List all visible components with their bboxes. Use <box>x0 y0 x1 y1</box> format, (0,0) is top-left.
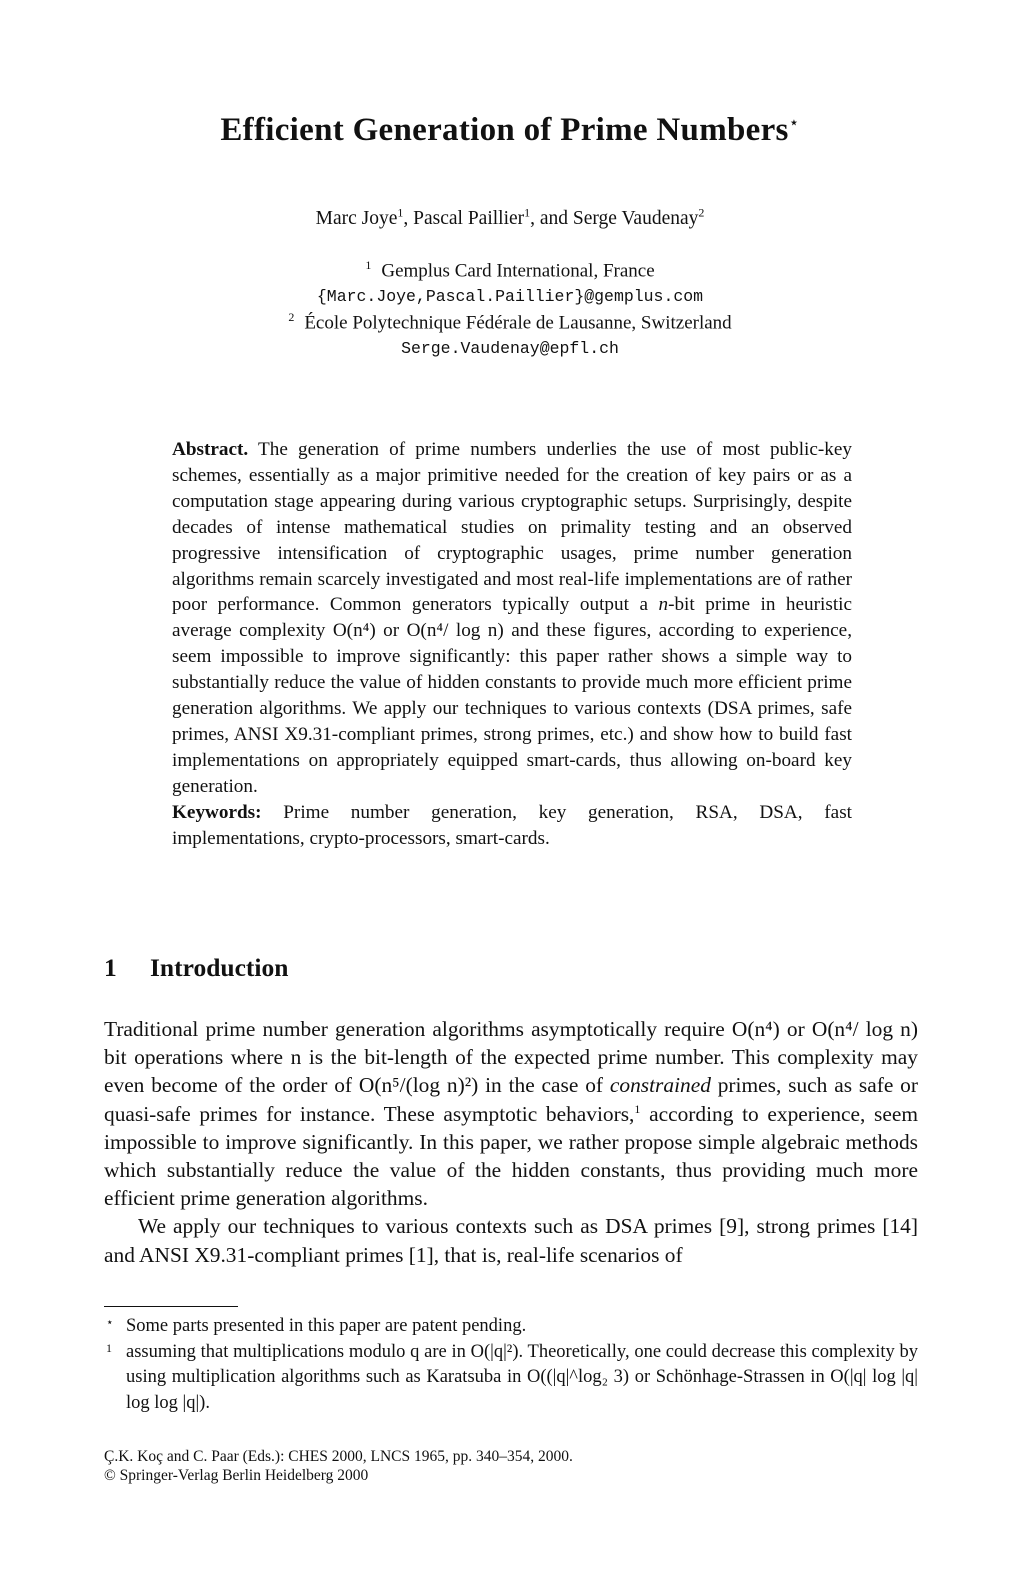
keywords-text: Prime number generation, key generation, RSA, DSA, fast implementations, crypto-processors, smart-cards. <box>172 801 852 849</box>
affiliation-1 <box>0 258 1020 282</box>
footnote-1 <box>104 1340 918 1417</box>
footnote-1-reference[interactable]: 1 <box>634 1101 641 1116</box>
author-2-affiliation-mark: 1 <box>524 205 531 220</box>
abstract-text-1: The generation of prime numbers underlies the use of most public-key schemes, essentially as a major primitive needed for the creation of key pairs or as a computation stage appearing during various cryptographic setups. Surprisingly, despite decades of intense mathematical studies on primality testing and an observed progressive intensification of cryptographic usages, prime number generation algorithms remain scarcely investigated and most real-life implementations are of rather poor performance. Common generators typically output a <box>172 439 852 616</box>
section-title: Introduction <box>150 953 289 982</box>
keywords-paragraph <box>172 800 852 852</box>
author-3: , and Serge Vaudenay <box>530 208 699 229</box>
p1-text-c: according to experience, seem impossible to improve significantly. In this paper, we rather propose simple algebraic methods which substantially reduce the value of the hidden constants, thus providing much more efficient prime generation algorithms. <box>104 1101 919 1211</box>
affiliation-2 <box>0 310 1020 334</box>
affiliation-1-number: 1 <box>365 258 372 272</box>
author-1: Marc Joye <box>315 208 398 229</box>
footnote-star-mark: ⋆ <box>106 1315 114 1329</box>
footnote-star <box>104 1314 918 1340</box>
footer-copyright: © Springer-Verlag Berlin Heidelberg 2000 <box>104 1467 369 1484</box>
affiliation-2-name: École Polytechnique Fédérale de Lausanne, Switzerland <box>304 312 732 334</box>
footnote-rule <box>104 1306 238 1307</box>
abstract-text-2: -bit prime in heuristic average complexity O(n⁴) or O(n⁴/ log n) and these figures, according to experience, seem impossible to improve significantly: this paper rather shows a simple way to substantially reduce the value of hidden constants to provide much more efficient prime generation algorithms. We apply our techniques to various contexts (DSA primes, safe primes, ANSI X9.31-compliant primes, strong primes, etc.) and show how to build fast implementations on appropriately equipped smart-cards, thus allowing on-board key generation. <box>172 594 852 797</box>
author-1-affiliation-mark: 1 <box>397 205 404 220</box>
footer-citation: Ç.K. Koç and C. Paar (Eds.): CHES 2000, LNCS 1965, pp. 340–354, 2000. <box>104 1448 573 1465</box>
footnote-star-text: Some parts presented in this paper are patent pending. <box>126 1316 527 1336</box>
body-paragraph-1 <box>104 1015 918 1212</box>
body-paragraph-2: We apply our techniques to various contexts such as DSA primes [9], strong primes [14] and ANSI X9.31-compliant primes [1], that is, real-life scenarios of <box>104 1214 918 1267</box>
abstract-n-variable: n <box>658 594 669 616</box>
abstract-paragraph <box>172 437 852 800</box>
keywords-label: Keywords: <box>172 801 262 823</box>
affiliation-1-name: Gemplus Card International, France <box>381 260 655 282</box>
title-footnote-mark: ⋆ <box>788 113 800 132</box>
author-2: , Pascal Paillier <box>403 208 525 229</box>
abstract <box>172 437 852 852</box>
p1-emphasis: constrained <box>609 1073 711 1098</box>
affiliation-1-email: {Marc.Joye,Pascal.Paillier}@gemplus.com <box>316 287 704 306</box>
footnotes <box>104 1314 918 1416</box>
section-heading <box>104 953 288 983</box>
author-list <box>0 205 1020 230</box>
footnote-1-text: assuming that multiplications modulo q are in O(|q|²). Theoretically, one could decrease this complexity by using multiplication algorithms such as Karatsuba in O((|q|^log₂ 3) or Schönhage-Strassen in O(|q| log |q| log log |q|). <box>126 1341 918 1413</box>
paper-title <box>0 112 1020 149</box>
body-text <box>104 1015 918 1269</box>
section-number: 1 <box>104 953 117 982</box>
footnote-1-mark: 1 <box>106 1340 112 1355</box>
abstract-label: Abstract. <box>172 439 249 460</box>
title-text: Efficient Generation of Prime Numbers <box>220 112 789 148</box>
author-3-affiliation-mark: 2 <box>698 205 705 220</box>
p1-text-a: Traditional prime number generation algorithms asymptotically require O(n⁴) or O(n⁴/ log n) bit operations where n is the bit-length of the expected prime number. This complexity may even become of the order of O(n⁵/(log n)²) in the case of <box>104 1017 918 1098</box>
p1-text-b: primes, such as safe or quasi-safe primes for instance. These asymptotic behaviors, <box>104 1073 918 1126</box>
publication-footer <box>104 1447 573 1485</box>
affiliation-2-email: Serge.Vaudenay@epfl.ch <box>401 339 619 358</box>
affiliation-2-number: 2 <box>288 310 295 324</box>
